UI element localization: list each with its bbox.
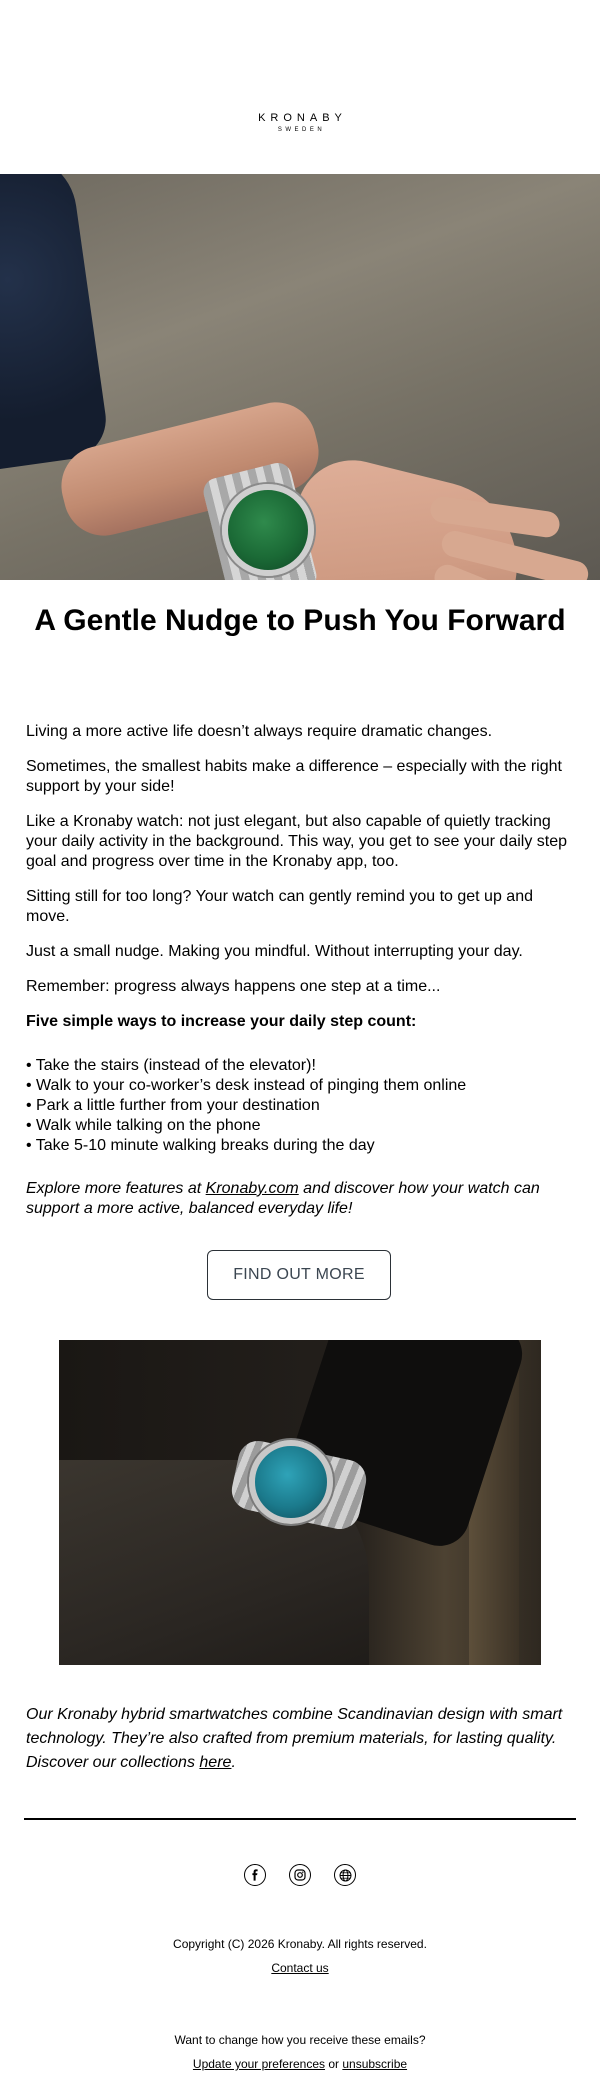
globe-icon[interactable] bbox=[334, 1864, 356, 1886]
list-item: • Walk to your co-worker’s desk instead of pinging them online bbox=[26, 1076, 574, 1096]
brand-logo[interactable] bbox=[0, 112, 600, 133]
hero-image bbox=[0, 174, 600, 580]
contact-us-link[interactable]: Contact us bbox=[271, 1961, 329, 1975]
list-item: • Take 5-10 minute walking breaks during the day bbox=[26, 1136, 574, 1156]
divider bbox=[24, 1818, 576, 1820]
explore-paragraph bbox=[26, 1179, 574, 1219]
collections-link[interactable]: here bbox=[199, 1754, 232, 1771]
body-paragraph: Like a Kronaby watch: not just elegant, but also capable of quietly tracking your daily activity in the background. This way, you get to see your daily step goal and progress over time in the Kronaby app, too. bbox=[26, 813, 568, 870]
explore-text: and discover how your watch can support a more active, balanced everyday life! bbox=[26, 1180, 540, 1217]
preferences-question: Want to change how you receive these emails? bbox=[174, 2033, 426, 2047]
photo-watch-face bbox=[249, 1440, 333, 1524]
body-paragraph: Just a small nudge. Making you mindful. Without interrupting your day. bbox=[26, 943, 523, 960]
instagram-icon[interactable] bbox=[289, 1864, 311, 1886]
tips-list bbox=[26, 1056, 574, 1156]
closing-text: . bbox=[231, 1754, 236, 1771]
tips-heading: Five simple ways to increase your daily step count: bbox=[26, 1013, 417, 1030]
kronaby-link[interactable]: Kronaby.com bbox=[205, 1180, 299, 1197]
list-item: • Walk while talking on the phone bbox=[26, 1116, 574, 1136]
or-text: or bbox=[325, 2057, 343, 2071]
explore-text: Explore more features at bbox=[26, 1180, 206, 1197]
social-links bbox=[0, 1864, 600, 1886]
body-copy bbox=[26, 722, 574, 1219]
brand-tagline: SWEDEN bbox=[277, 127, 326, 133]
footer-copyright-block bbox=[0, 1932, 600, 1980]
list-item: • Park a little further from your destination bbox=[26, 1096, 574, 1116]
closing-text: Our Kronaby hybrid smartwatches combine Scandinavian design with smart technology. They’re also crafted from premium materials, for lasting quality. Discover our collections bbox=[26, 1706, 563, 1771]
body-paragraph: Sitting still for too long? Your watch can gently remind you to get up and move. bbox=[26, 888, 533, 925]
update-preferences-link[interactable]: Update your preferences bbox=[192, 2057, 325, 2071]
find-out-more-button[interactable]: FIND OUT MORE bbox=[207, 1250, 391, 1300]
body-paragraph: Remember: progress always happens one step at a time... bbox=[26, 978, 441, 995]
body-paragraph: Living a more active life doesn’t always require dramatic changes. bbox=[26, 723, 493, 740]
headline: A Gentle Nudge to Push You Forward bbox=[34, 604, 566, 637]
brand-name: KRONABY bbox=[258, 112, 347, 124]
hero-watch-face bbox=[222, 484, 314, 576]
closing-paragraph bbox=[26, 1703, 574, 1775]
hero-sleeve bbox=[0, 174, 111, 472]
list-item: • Take the stairs (instead of the elevator)! bbox=[26, 1056, 574, 1076]
facebook-icon[interactable] bbox=[244, 1864, 266, 1886]
copyright-text: Copyright (C) 2026 Kronaby. All rights reserved. bbox=[173, 1937, 427, 1951]
footer-preferences-block bbox=[0, 2028, 600, 2076]
lifestyle-image bbox=[59, 1340, 541, 1665]
body-paragraph: Sometimes, the smallest habits make a difference – especially with the right support by your side! bbox=[26, 758, 562, 795]
unsubscribe-link[interactable]: unsubscribe bbox=[342, 2057, 408, 2071]
